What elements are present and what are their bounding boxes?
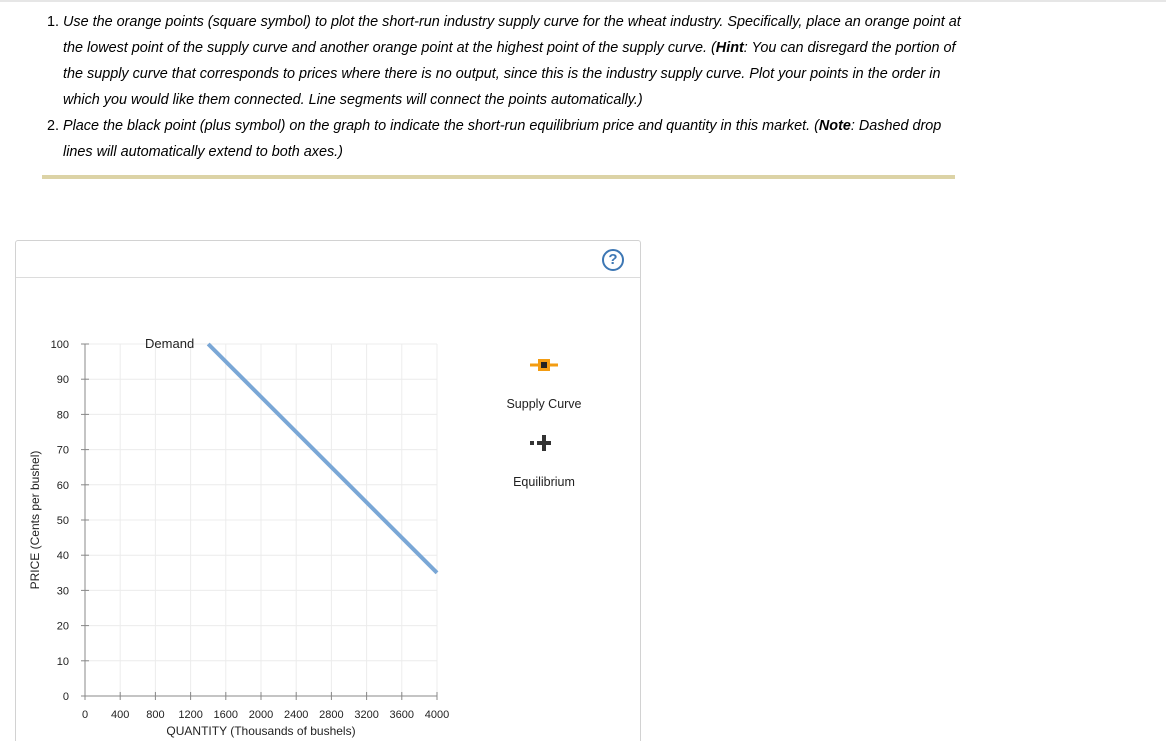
instruction-emphasis: Note [818,118,851,134]
x-tick-label: 4000 [424,709,450,721]
graph-panel [15,240,641,741]
y-tick-label: 80 [56,409,69,422]
x-tick-label: 2400 [283,709,309,721]
instructions-list [42,9,963,165]
demand-curve-label: Demand [145,336,195,351]
instruction-text: : You can disregard the portion of the supply curve that corresponds to prices where there is no output, since this is the industry supply curve. Plot your points in the order in which you would like them connected. Line segments will connect the points automatically.) [63,40,956,108]
top-border [0,0,1166,2]
x-tick-label: 1600 [213,709,239,721]
equilibrium-tool-icon-bar [537,441,551,445]
y-axis-title: PRICE (Cents per bushel) [28,450,42,590]
x-tick-label: 3600 [389,709,415,721]
x-tick-label: 1200 [178,709,203,721]
section-divider [42,175,955,179]
demand-curve [208,344,437,573]
supply-curve-tool-label: Supply Curve [506,397,582,411]
instruction-item [63,113,963,165]
x-tick-label: 400 [111,709,130,721]
y-tick-label: 10 [56,655,69,668]
instruction-item [63,9,963,113]
supply-demand-chart [16,241,640,741]
instruction-text: Place the black point (plus symbol) on the graph to indicate the short-run equilibrium price and quantity in this market. ( [63,118,819,134]
x-tick-label: 2000 [248,709,274,721]
y-tick-label: 90 [56,374,69,387]
instruction-emphasis: Hint [715,40,744,56]
y-tick-label: 20 [56,620,69,633]
equilibrium-tool-label: Equilibrium [513,475,575,489]
x-tick-label: 0 [81,709,89,721]
y-tick-label: 30 [56,585,69,598]
instruction-text: Use the orange points (square symbol) to plot the short-run industry supply curve for the wheat industry. Specifically, place an orange point at the lowest point of the supply curve and another orange point at the highest point of the supply curve. ( [63,14,961,56]
y-tick-label: 100 [50,339,69,351]
x-tick-label: 3200 [354,709,379,721]
help-button[interactable]: ? [602,249,624,271]
y-tick-label: 50 [56,515,69,527]
y-tick-label: 0 [62,691,69,703]
x-tick-label: 2800 [319,709,344,721]
supply-curve-tool-icon-center [541,362,547,368]
instruction-text: : Dashed drop lines will automatically extend to both axes.) [63,118,942,160]
y-tick-label: 60 [56,479,69,492]
y-tick-label: 40 [56,550,69,563]
y-tick-label: 70 [56,444,69,457]
x-axis-title: QUANTITY (Thousands of bushels) [166,724,356,738]
x-tick-label: 800 [146,709,165,721]
equilibrium-tool-dash [530,441,534,445]
